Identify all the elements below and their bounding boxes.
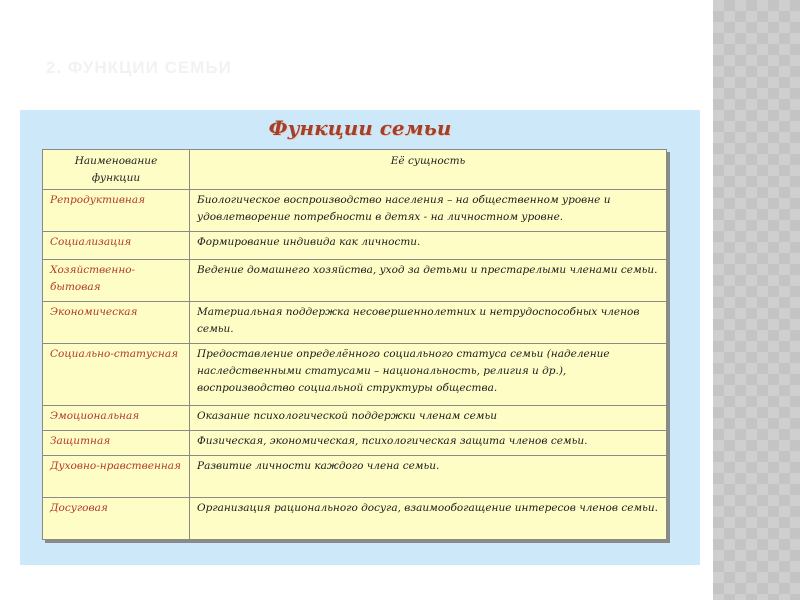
table-row [43,498,667,540]
panel-title: Функции семьи [268,116,452,140]
table-row [43,344,667,406]
header-essence: Её сущность [190,150,667,190]
function-essence: Биологическое воспроизводство населения – на общественном уровне и удовлетворение потребности в детях - на личностном уровне. [190,190,667,232]
function-essence: Предоставление определённого социального статуса семьи (наделение наследственными статусами – национальность, религия и др.), воспроизводство социальной структуры общества. [190,344,667,406]
function-name: Социализация [43,232,190,260]
table-row [43,190,667,232]
function-essence: Оказание психологической поддержки членам семьи [190,406,667,431]
table-row [43,302,667,344]
function-name: Хозяйственно-бытовая [43,260,190,302]
table-header-row [43,150,667,190]
function-name: Защитная [43,431,190,456]
function-name: Духовно-нравственная [43,456,190,498]
function-name: Репродуктивная [43,190,190,232]
header-function-name: Наименование функции [43,150,190,190]
table-row [43,260,667,302]
table-row [43,456,667,498]
function-essence: Формирование индивида как личности. [190,232,667,260]
function-essence: Ведение домашнего хозяйства, уход за детьми и престарелыми членами семьи. [190,260,667,302]
function-essence: Материальная поддержка несовершеннолетних и нетрудоспособных членов семьи. [190,302,667,344]
function-essence: Физическая, экономическая, психологическая защита членов семьи. [190,431,667,456]
function-name: Социально-статусная [43,344,190,406]
slide-title: 2. ФУНКЦИИ СЕМЬИ [46,58,232,77]
function-essence: Развитие личности каждого члена семьи. [190,456,667,498]
function-name: Эмоциональная [43,406,190,431]
function-essence: Организация рационального досуга, взаимообогащение интересов членов семьи. [190,498,667,540]
function-name: Досуговая [43,498,190,540]
content-panel [20,110,700,565]
table-row [43,431,667,456]
table-row [43,232,667,260]
function-name: Экономическая [43,302,190,344]
decorative-side-pattern [713,0,800,600]
table-row [43,406,667,431]
family-functions-table [42,149,667,540]
